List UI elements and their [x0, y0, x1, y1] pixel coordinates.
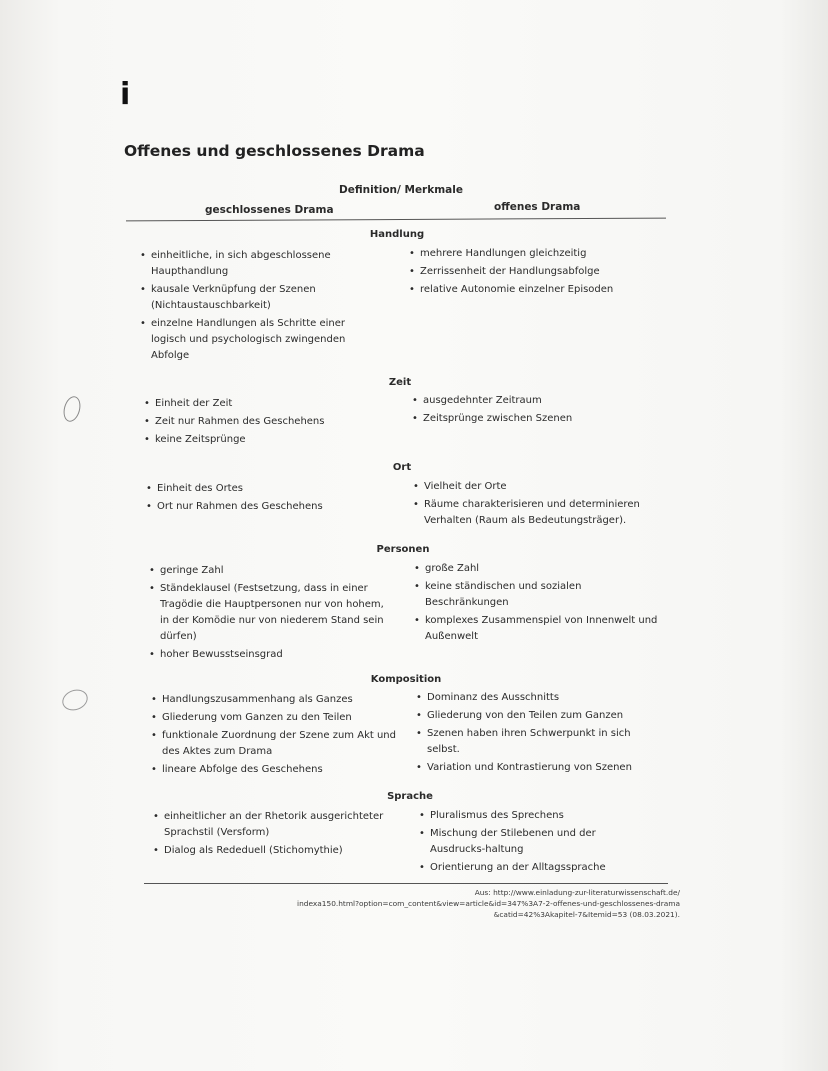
- list-item: • keine Zeitsprünge: [144, 432, 374, 448]
- list-item: • lineare Abfolge des Geschehens: [151, 762, 401, 778]
- list-item: • Szenen haben ihren Schwerpunkt in sich selbst.: [416, 726, 648, 758]
- list-item: • einheitlicher an der Rhetorik ausgerichteter Sprachstil (Versform): [153, 809, 393, 841]
- zeit-right-list: [412, 393, 662, 429]
- list-item: • einzelne Handlungen als Schritte einer logisch und psychologisch zwingenden Abfolge: [140, 316, 370, 364]
- list-item: • Mischung der Stilebenen und der Ausdrucks-haltung: [419, 826, 651, 858]
- list-item: • Ständeklausel (Festsetzung, dass in einer Tragödie die Hauptpersonen nur von hohem, in der Komödie nur von niederem Stand sein dürfen): [149, 581, 389, 645]
- list-item: • Einheit der Zeit: [144, 396, 374, 412]
- list-item: • große Zahl: [414, 561, 664, 577]
- list-item: • Pluralismus des Sprechens: [419, 808, 651, 824]
- header-divider: [126, 218, 666, 222]
- handlung-right-list: [409, 246, 659, 300]
- list-item: • Ort nur Rahmen des Geschehens: [146, 499, 376, 515]
- list-item: • komplexes Zusammenspiel von Innenwelt und Außenwelt: [414, 613, 664, 645]
- section-title-zeit: Zeit: [388, 377, 412, 388]
- subheading: Definition/ Merkmale: [339, 184, 463, 196]
- column-header-left: geschlossenes Drama: [205, 204, 334, 216]
- list-item: • Handlungszusammenhang als Ganzes: [151, 692, 401, 708]
- sprache-right-list: [419, 808, 651, 878]
- source-line-3: &catid=42%3Akapitel-7&Itemid=53 (08.03.2021).: [493, 910, 680, 919]
- list-item: • Dominanz des Ausschnitts: [416, 690, 648, 706]
- list-item: • Zeit nur Rahmen des Geschehens: [144, 414, 374, 430]
- komposition-left-list: [151, 692, 401, 780]
- list-item: • Orientierung an der Alltagssprache: [419, 860, 651, 876]
- personen-right-list: [414, 561, 664, 647]
- column-header-right: offenes Drama: [494, 201, 581, 213]
- ort-left-list: [146, 481, 376, 517]
- section-title-handlung: Handlung: [369, 229, 425, 240]
- komposition-right-list: [416, 690, 648, 778]
- ort-right-list: [413, 479, 663, 531]
- list-item: • Variation und Kontrastierung von Szenen: [416, 760, 648, 776]
- list-item: • Zerrissenheit der Handlungsabfolge: [409, 264, 659, 280]
- zeit-left-list: [144, 396, 374, 450]
- list-item: • einheitliche, in sich abgeschlossene Haupthandlung: [140, 248, 370, 280]
- footer-divider: [144, 883, 668, 884]
- punch-hole-mark: [59, 686, 90, 714]
- section-title-sprache: Sprache: [387, 791, 433, 802]
- source-citation: [240, 887, 680, 920]
- list-item: • funktionale Zuordnung der Szene zum Akt und des Aktes zum Drama: [151, 728, 401, 760]
- list-item: • ausgedehnter Zeitraum: [412, 393, 662, 409]
- list-item: • Einheit des Ortes: [146, 481, 376, 497]
- page-title: Offenes und geschlossenes Drama: [124, 142, 425, 160]
- section-title-ort: Ort: [392, 462, 412, 473]
- list-item: • geringe Zahl: [149, 563, 389, 579]
- personen-left-list: [149, 563, 389, 665]
- punch-hole-mark: [61, 394, 83, 423]
- section-title-personen: Personen: [376, 544, 430, 555]
- list-item: • hoher Bewusstseinsgrad: [149, 647, 389, 663]
- list-item: • Räume charakterisieren und determinieren Verhalten (Raum als Bedeutungsträger).: [413, 497, 663, 529]
- source-line-2: indexa150.html?option=com_content&view=article&id=347%3A7-2-offenes-und-geschlossenes-drama: [297, 899, 680, 908]
- list-item: • Dialog als Rededuell (Stichomythie): [153, 843, 393, 859]
- source-line-1: Aus: http://www.einladung-zur-literaturwissenschaft.de/: [474, 888, 680, 897]
- sprache-left-list: [153, 809, 393, 861]
- handlung-left-list: [140, 248, 370, 366]
- list-item: • relative Autonomie einzelner Episoden: [409, 282, 659, 298]
- info-icon: i: [120, 77, 131, 112]
- section-title-komposition: Komposition: [370, 674, 442, 685]
- list-item: • Vielheit der Orte: [413, 479, 663, 495]
- list-item: • Zeitsprünge zwischen Szenen: [412, 411, 662, 427]
- list-item: • kausale Verknüpfung der Szenen (Nichtaustauschbarkeit): [140, 282, 370, 314]
- list-item: • mehrere Handlungen gleichzeitig: [409, 246, 659, 262]
- list-item: • keine ständischen und sozialen Beschränkungen: [414, 579, 664, 611]
- list-item: • Gliederung vom Ganzen zu den Teilen: [151, 710, 401, 726]
- list-item: • Gliederung von den Teilen zum Ganzen: [416, 708, 648, 724]
